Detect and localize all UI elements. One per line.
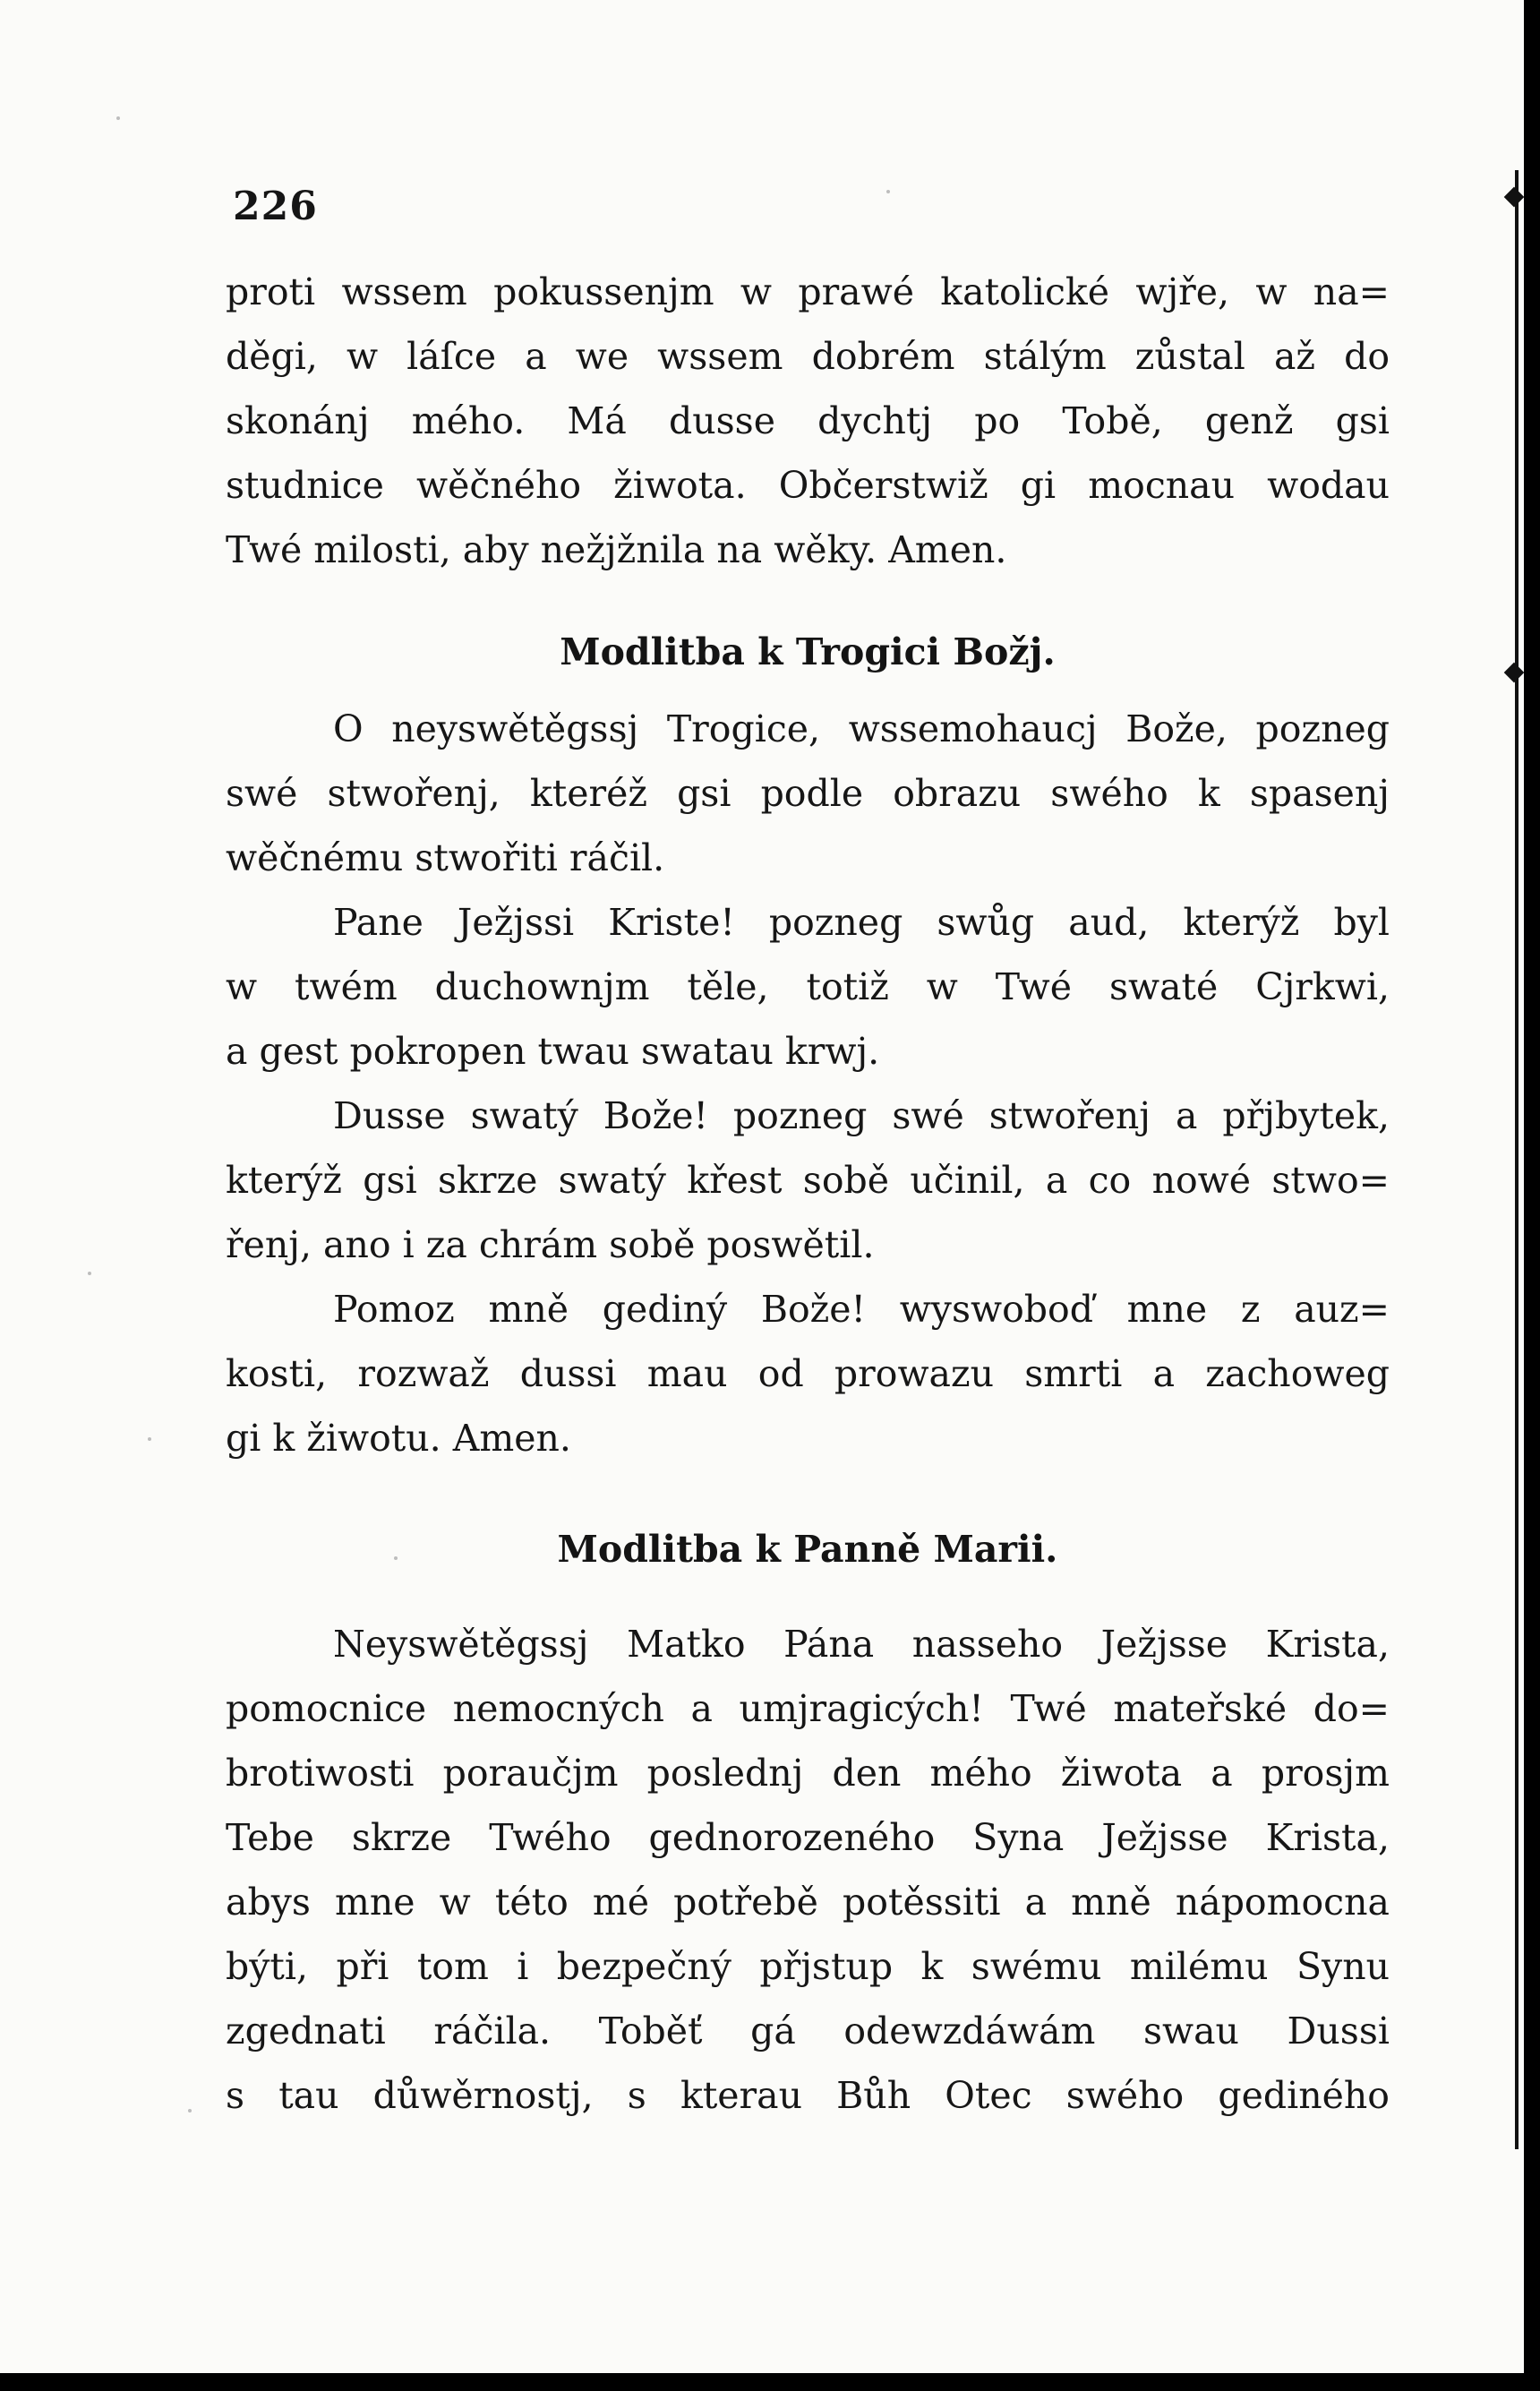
paragraph-closing-prayer bbox=[226, 260, 1390, 582]
text-line: kosti, rozwaž dussi mau od prowazu smrti a zachoweg bbox=[226, 1352, 1390, 1395]
text-line: skonánj mého. Má dusse dychtj po Tobě, genž gsi bbox=[226, 399, 1390, 442]
text-line: swé stwořenj, kteréž gsi podle obrazu swého k spasenj bbox=[226, 772, 1390, 815]
text-line: gi k žiwotu. Amen. bbox=[226, 1417, 571, 1460]
paper-speck bbox=[188, 2109, 192, 2112]
text-line: proti wssem pokussenjm w prawé katolické wjře, w na= bbox=[226, 270, 1390, 313]
text-line: Twé milosti, aby nežjžnila na wěky. Amen. bbox=[226, 528, 1007, 571]
paper-speck bbox=[88, 1272, 91, 1275]
text-line: wěčnému stwořiti ráčil. bbox=[226, 836, 665, 879]
text-line: O neyswětěgssj Trogice, wssemohaucj Bože, pozneg bbox=[333, 707, 1390, 750]
prayer-trinity bbox=[226, 697, 1390, 1470]
page-number: 226 bbox=[233, 184, 318, 229]
paper-speck bbox=[886, 190, 890, 193]
text-line: s tau důwěrnostj, s kterau Bůh Otec swého gediného bbox=[226, 2074, 1390, 2117]
paper-speck bbox=[116, 116, 120, 120]
text-line: abys mne w této mé potřebě potěssiti a mně nápomocna bbox=[226, 1881, 1390, 1924]
text-line: děgi, w láſce a we wssem dobrém stálým zůstal až do bbox=[226, 335, 1390, 378]
text-line: řenj, ano i za chrám sobě poswětil. bbox=[226, 1223, 875, 1266]
text-line: pomocnice nemocných a umjragicých! Twé mateřské do= bbox=[226, 1687, 1390, 1730]
edge-diamond-marker bbox=[1504, 187, 1525, 208]
text-line: Neyswětěgssj Matko Pána nasseho Ježjsse Krista, bbox=[333, 1623, 1390, 1666]
text-line: studnice wěčného žiwota. Občerstwiž gi mocnau wodau bbox=[226, 464, 1390, 507]
text-line: Pane Ježjssi Kriste! pozneg swůg aud, kterýž byl bbox=[333, 901, 1390, 944]
text-line: Tebe skrze Twého gednorozeného Syna Ježjsse Krista, bbox=[226, 1816, 1390, 1859]
prayer-virgin-mary bbox=[226, 1612, 1390, 2128]
scan-border-right bbox=[1524, 0, 1540, 2391]
text-line: zgednati ráčila. Toběť gá odewzdáwám swau Dussi bbox=[226, 2010, 1390, 2052]
section-heading-trinity: Modlitba k Trogici Božj. bbox=[560, 630, 1056, 673]
section-heading-virgin-mary: Modlitba k Panně Marii. bbox=[557, 1528, 1058, 1571]
text-line: w twém duchownjm těle, totiž w Twé swaté Cjrkwi, bbox=[226, 965, 1390, 1008]
text-line: brotiwosti poraučjm poslednj den mého žiwota a prosjm bbox=[226, 1752, 1390, 1795]
text-line: Dusse swatý Bože! pozneg swé stwořenj a přjbytek, bbox=[333, 1094, 1390, 1137]
paper-speck bbox=[148, 1437, 151, 1441]
text-line: býti, při tom i bezpečný přjstup k swému milému Synu bbox=[226, 1945, 1390, 1988]
text-line: Pomoz mně gediný Bože! wyswoboď mne z auz= bbox=[333, 1288, 1390, 1331]
text-line: kterýž gsi skrze swatý křest sobě učinil, a co nowé stwo= bbox=[226, 1159, 1390, 1202]
edge-diamond-marker bbox=[1504, 663, 1525, 683]
text-line: a gest pokropen twau swatau krwj. bbox=[226, 1030, 880, 1073]
scan-border-bottom bbox=[0, 2373, 1540, 2391]
page-edge-rule bbox=[1515, 170, 1519, 2149]
